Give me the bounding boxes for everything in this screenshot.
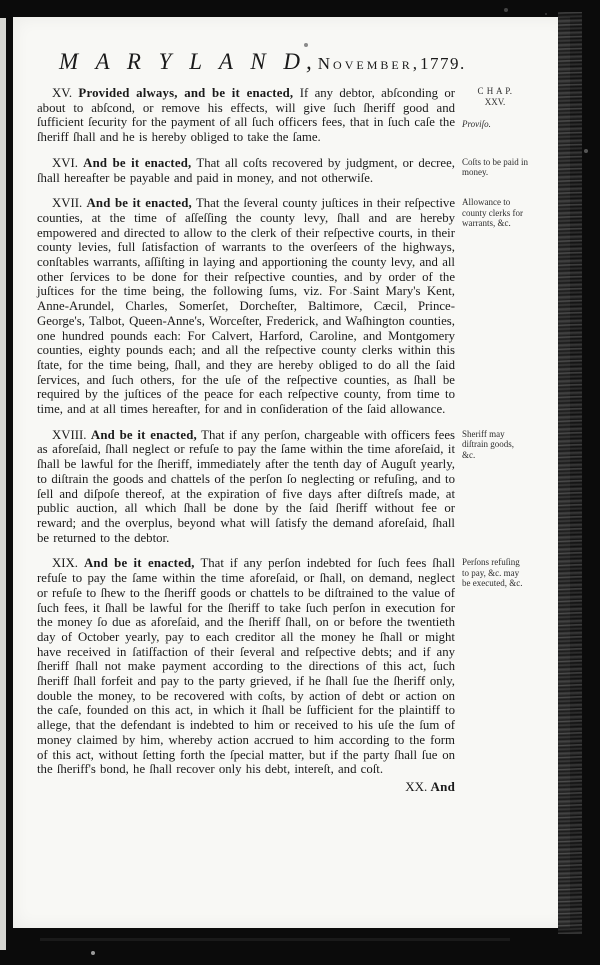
- enacting-clause: And be it enacted,: [90, 427, 197, 442]
- section-xv: [37, 86, 565, 145]
- enacting-clause: And be it enacted,: [86, 196, 192, 211]
- margin-notes-xviii: [462, 428, 528, 461]
- section-xix: [37, 556, 565, 777]
- catchword-number: XX.: [405, 778, 428, 794]
- section-xvii-paragraph: [37, 196, 455, 417]
- document-page: [13, 17, 570, 928]
- section-xvi: [37, 156, 565, 185]
- section-xv-paragraph: [37, 86, 455, 145]
- chapter-label: C H A P.: [477, 86, 513, 96]
- margin-note: Coſts to be paid in money.: [462, 156, 528, 178]
- header-year: 1779.: [419, 54, 466, 73]
- margin-note: Sheriff may diſtrain goods, &c.: [462, 428, 514, 460]
- section-number: XV.: [52, 86, 73, 100]
- catchword: [37, 779, 459, 795]
- section-number: XVII.: [52, 196, 83, 211]
- page-title: M A R Y L A N D,: [59, 49, 318, 74]
- section-body-text: That if any perſon indebted for ſuch fees ſhall refuſe to pay the ſame within the time aforeſaid, or ſhall, on demand, neglect or refuſe to ſhew to the ſheriff goods or chattels to be diſtrained to the value of ſuch fees, it ſhall be lawful for the ſheriff to take ſuch perſon in execution for the money ſo due as aforeſaid, and the ſheriff ſhall, on or before the twentieth day of October yearly, pay to each creditor all the money he ſhall or might have received in ſatiſfaction of their ſeveral and reſpective debts; and if any ſheriff ſhall not make payment according to the directions of this act, ſuch ſheriff ſhall forfeit and pay to the party grieved, if he ſhall ſue the ſheriff only, double the money, to be recovered with coſts, by action of debt or action on the caſe, founded on this act, in which it ſhall be ſufficient for the plaintiff to allege, that the defendant is indebted to him or received to his uſe the ſum of money claimed by him, whereby action accrued to him according to the form of this act, without ſetting forth the ſpecial matter, but if the party ſhall ſue on the ſheriff's bond, he ſhall recover only his debt, intereſt, and coſt.: [37, 556, 456, 777]
- margin-notes-xv: [462, 86, 528, 130]
- margin-notes-xvi: [462, 156, 528, 178]
- page-content: [37, 49, 565, 795]
- margin-note-proviso: Proviſo.: [462, 119, 491, 129]
- section-xviii-paragraph: [37, 428, 455, 546]
- margin-notes-xvii: [462, 196, 528, 229]
- section-body-text: That the ſeveral county juſtices in their reſpective counties, at the time of aſſeſſing the county levy, ſhall and are hereby empowered and directed to allow to the clerk of their reſpective courts, in their county levies, full ſatisfaction of warrants to the overſeers of the highways, conſtables warrants, aſſiſting in laying and apportioning the county levy, and all other ſervices to be done for their reſpective counties, and by order of the juſtices for the time being, the following ſums, viz. For Saint Mary's Kent, Anne-Arundel, Charles, Somerſet, Dorcheſter, Baltimore, Cæcil, Prince-George's, Talbot, Queen-Anne's, Worceſter, Frederick, and Waſhington counties, one hundred pounds each: For Calvert, Harford, Caroline, and Montgomery counties, eighty pounds each; and all the reſpective county clerks within this ſtate, for the time being, ſhall, and they are hereby obliged to do all the ſaid ſervices, and ſuch others, for the uſe of the reſpective counties, as ſhall be required by the juſtices of the peace for each reſpective county, from time to time, and at all times hereafter, for and in conſideration of the ſaid allowance.: [37, 196, 456, 417]
- margin-note: Perſons refuſing to pay, &c. may be executed, &c.: [462, 557, 523, 589]
- margin-note: Allowance to county clerks for warrants, &c.: [462, 197, 523, 229]
- scan-smudge: [40, 938, 510, 941]
- section-number: XVIII.: [52, 427, 87, 442]
- enacting-clause: And be it enacted,: [83, 556, 195, 571]
- section-body-text: If any debtor, abſconding or about to abſcond, or remove his effects, will give ſuch ſheriff good and ſufficient ſecurity for the payment of all ſuch officers fees, that in ſuch caſe the ſheriff ſhall and he is hereby obliged to take the ſame.: [37, 86, 456, 145]
- scan-specks: [0, 0, 2, 2]
- scan-left-edge: [0, 18, 6, 950]
- section-xvii: [37, 196, 565, 417]
- chapter-number: XXV.: [484, 96, 506, 107]
- section-xix-paragraph: [37, 556, 455, 777]
- enacting-clause: Provided always, and be it enacted,: [78, 86, 294, 100]
- header-month: November,: [317, 54, 420, 73]
- section-xvi-paragraph: [37, 156, 455, 185]
- margin-notes-xix: [462, 556, 528, 589]
- enacting-clause: And be it enacted,: [83, 155, 192, 170]
- section-number: XIX.: [52, 556, 78, 571]
- catchword-word: And: [430, 778, 455, 794]
- book-page-edges: [558, 12, 582, 934]
- section-body-text: That all coſts recovered by judgment, or decree, ſhall hereafter be payable and paid in money, and not otherwiſe.: [37, 155, 455, 185]
- section-xviii: [37, 428, 565, 546]
- section-body-text: That if any perſon, chargeable with officers fees as aforeſaid, ſhall neglect or refuſe to pay the ſame within the time aforeſaid, it ſhall be lawful for the ſheriff, immediately after the tenth day of Auguſt yearly, to diſtrain the goods and chattels of the perſon ſo neglecting or refuſing, and to ſell and diſpoſe thereof, at the expiration of five days after diſtreſs made, at public auction, all which ſhall be done by the ſaid ſheriff without fee or reward; and the overplus, beyond what will ſatisfy the demand aforeſaid, ſhall be returned to the debtor.: [37, 427, 456, 545]
- page-header: [59, 49, 466, 75]
- section-number: XVI.: [52, 155, 78, 170]
